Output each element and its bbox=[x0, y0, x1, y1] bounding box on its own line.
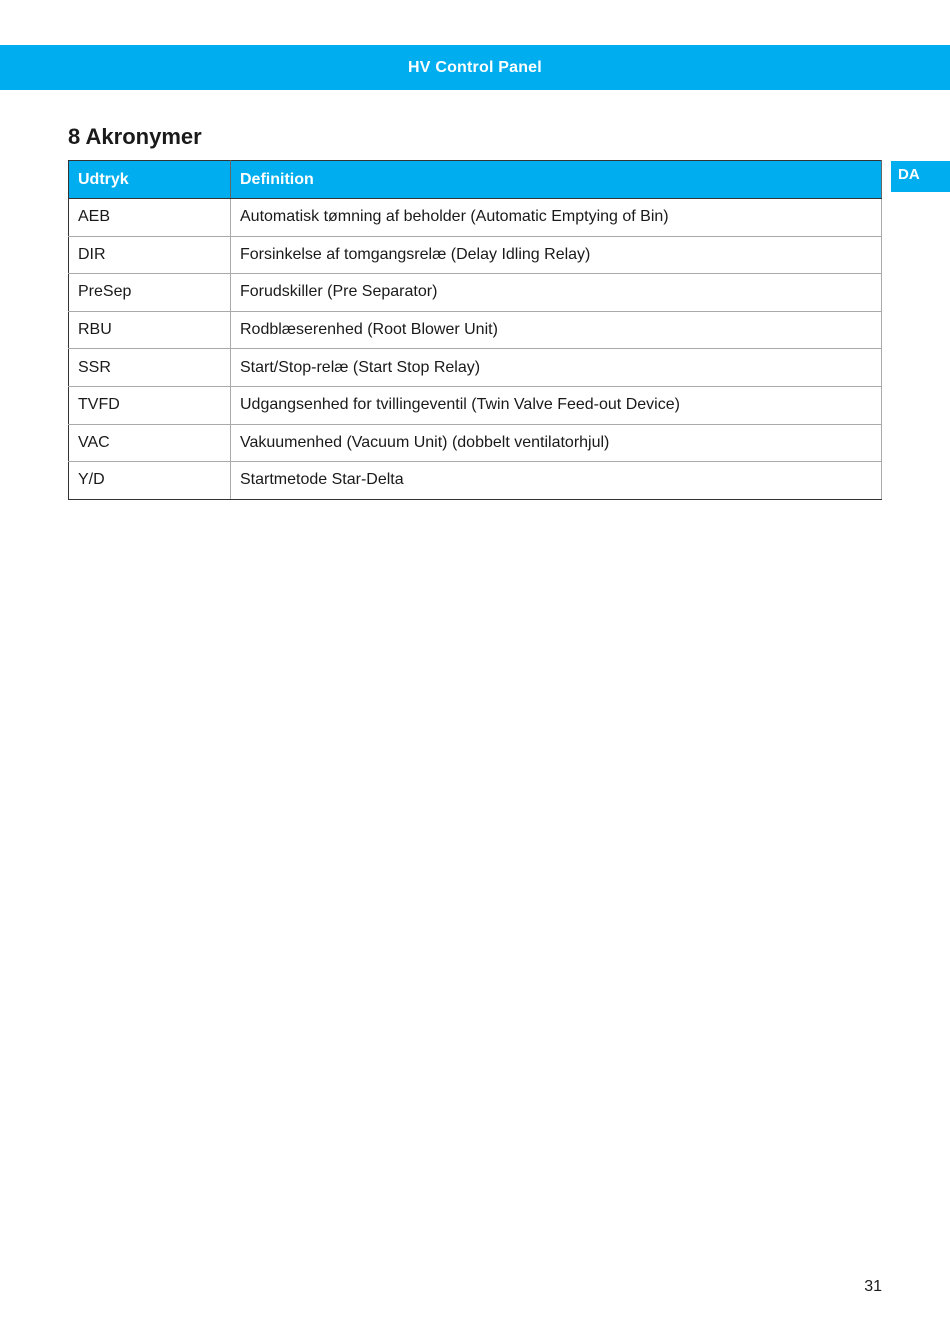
table-row bbox=[69, 274, 882, 312]
acronym-definition: Udgangsenhed for tvillingeventil (Twin Valve Feed-out Device) bbox=[231, 386, 882, 424]
acronym-term: AEB bbox=[69, 199, 231, 237]
acronyms-table bbox=[68, 160, 882, 500]
table-header-row bbox=[69, 161, 882, 199]
table-row bbox=[69, 199, 882, 237]
table-row bbox=[69, 386, 882, 424]
table-row bbox=[69, 311, 882, 349]
header-band bbox=[0, 45, 950, 90]
acronym-definition: Forudskiller (Pre Separator) bbox=[231, 274, 882, 312]
column-header-definition: Definition bbox=[231, 161, 882, 199]
acronym-term: PreSep bbox=[69, 274, 231, 312]
page-number: 31 bbox=[864, 1278, 882, 1295]
section-title: 8 Akronymer bbox=[68, 124, 202, 149]
document-title: HV Control Panel bbox=[408, 58, 542, 76]
acronym-term: VAC bbox=[69, 424, 231, 462]
acronym-definition: Start/Stop-relæ (Start Stop Relay) bbox=[231, 349, 882, 387]
acronym-term: TVFD bbox=[69, 386, 231, 424]
acronym-term: RBU bbox=[69, 311, 231, 349]
acronym-definition: Vakuumenhed (Vacuum Unit) (dobbelt ventilatorhjul) bbox=[231, 424, 882, 462]
table-row bbox=[69, 462, 882, 500]
acronym-definition: Rodblæserenhed (Root Blower Unit) bbox=[231, 311, 882, 349]
table-row bbox=[69, 349, 882, 387]
language-tab: DA bbox=[891, 161, 950, 192]
acronym-term: DIR bbox=[69, 236, 231, 274]
table-row bbox=[69, 236, 882, 274]
acronym-definition: Startmetode Star-Delta bbox=[231, 462, 882, 500]
table-row bbox=[69, 424, 882, 462]
acronym-definition: Forsinkelse af tomgangsrelæ (Delay Idling Relay) bbox=[231, 236, 882, 274]
column-header-term: Udtryk bbox=[69, 161, 231, 199]
acronym-definition: Automatisk tømning af beholder (Automatic Emptying of Bin) bbox=[231, 199, 882, 237]
acronym-term: SSR bbox=[69, 349, 231, 387]
acronym-term: Y/D bbox=[69, 462, 231, 500]
